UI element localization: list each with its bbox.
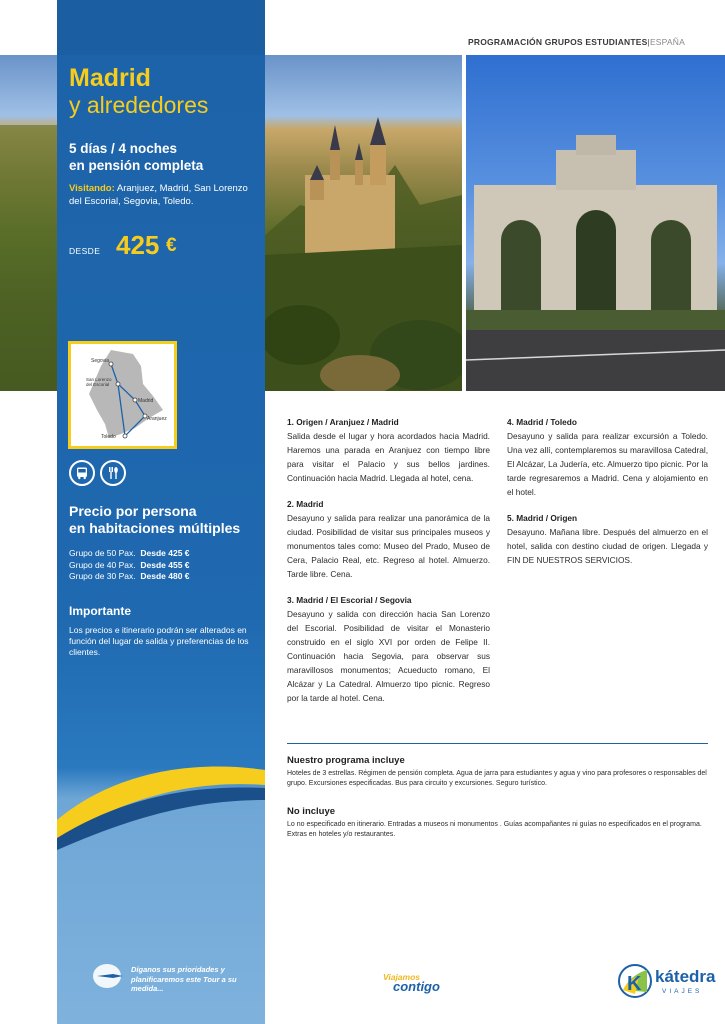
visiting-cities: Aranjuez, Madrid, San Lorenzo del Escorial, Segovia, Toledo.	[69, 183, 248, 207]
map-city-san-lorenzo: San Lorenzo	[86, 377, 112, 382]
group-price: Desde 480 €	[140, 571, 190, 581]
tagline-text: Díganos sus prioridades y planificaremos este Tour a su medida...	[131, 965, 237, 993]
duration-line-2: en pensión completa	[69, 158, 204, 173]
group-price: Desde 455 €	[140, 559, 190, 570]
pricing-title-line-1: Precio por persona	[69, 503, 197, 519]
group-price: Desde 425 €	[140, 548, 190, 558]
brand-logo	[617, 962, 717, 1002]
route-map	[68, 341, 177, 449]
duration-line-1: 5 días / 4 noches	[69, 141, 178, 156]
includes-title: Nuestro programa incluye	[287, 755, 405, 766]
section-divider	[287, 743, 708, 744]
bus-icon	[69, 460, 95, 486]
itinerary-column-2	[507, 415, 708, 579]
slogan	[383, 972, 440, 994]
includes-text: Hoteles de 3 estrellas. Régimen de pensión completa. Agua de jarra para estudiantes y agua y vino para profesores o responsables del grupo. Excursiones especificadas. Bus para circuito y excursiones. Seguro turístico.	[287, 770, 707, 787]
group-size: Grupo de 30 Pax.	[69, 571, 136, 581]
program-label: PROGRAMACIÓN GRUPOS ESTUDIANTES	[467, 37, 648, 47]
visiting-text	[69, 182, 259, 208]
itinerary-day	[287, 593, 490, 705]
bottom-tagline	[93, 962, 258, 995]
day-text: Desayuno y salida para realizar excursión a Toledo. Una vez allí, contemplaremos su maravillosa Catedral, El Alcázar, La Judería, etc. Almuerzo tipo picnic. Por la tarde regresaremos a Madrid. Cena y alojamiento en el hotel.	[507, 431, 708, 497]
price-value: 425	[116, 230, 160, 260]
day-text: Desayuno. Mañana libre. Después del almuerzo en el hotel, salida con destino ciudad de origen. Llegada y FIN DE NUESTROS SERVICIOS.	[507, 527, 708, 565]
pricing-title-line-2: en habitaciones múltiples	[69, 520, 241, 536]
day-title: 2. Madrid	[287, 499, 324, 509]
hand-pointer-icon	[93, 962, 127, 990]
page-header	[468, 37, 685, 47]
day-title: 1. Origen / Aranjuez / Madrid	[287, 417, 399, 427]
pricing-title	[69, 503, 259, 537]
price-from-label: DESDE	[69, 246, 101, 256]
map-canvas	[71, 344, 174, 446]
day-text: Salida desde el lugar y hora acordados hacia Madrid. Haremos una parada en Aranjuez con tiempo libre para visitar el Palacio y sus bellos jardines. Continuación hacia Madrid. Llegada al hotel, cena.	[287, 431, 490, 483]
map-city-aranjuez: Aranjuez	[147, 416, 167, 422]
svg-text:K: K	[627, 973, 642, 995]
tour-subtitle: y alrededores	[69, 92, 209, 118]
tour-title: Madrid	[69, 64, 151, 92]
slogan-bottom: contigo	[393, 979, 440, 994]
map-city-segovia: Segovia	[91, 358, 110, 364]
itinerary-day	[507, 415, 708, 499]
katedra-logo-icon	[617, 962, 653, 1000]
slogan-top: Viajamos	[383, 972, 421, 982]
country-label: ESPAÑA	[649, 37, 685, 47]
header-separator: |	[647, 37, 650, 47]
group-prices	[69, 548, 190, 583]
brand-subtitle: VIAJES	[662, 988, 703, 995]
itinerary-day	[287, 415, 490, 485]
group-price-row	[69, 548, 190, 560]
important-title: Importante	[69, 604, 132, 618]
itinerary-day	[507, 511, 708, 567]
cutlery-icon	[100, 460, 126, 486]
group-price-row	[69, 560, 190, 572]
day-title: 5. Madrid / Origen	[507, 513, 578, 523]
map-city-toledo: Toledo	[101, 434, 116, 440]
day-text: Desayuno y salida con dirección hacia San Lorenzo del Escorial. Posibilidad de visitar el Monasterio construido en el siglo XVI por orden de Felipe II. Continuación hacia Segovia, para observar sus maravillosos monumentos; Acueducto romano, El Alcázar y La Catedral. Almuerzo tipo picnic. Regreso por la tarde al hotel. Cena.	[287, 609, 490, 703]
price-currency: €	[166, 235, 177, 256]
itinerary-column-1	[287, 415, 490, 717]
map-city-escorial: del Escorial	[86, 382, 110, 387]
group-size: Grupo de 50 Pax.	[69, 548, 136, 558]
side-panel-top	[57, 0, 265, 55]
brand-name: kátedra	[655, 967, 716, 986]
group-size: Grupo de 40 Pax.	[69, 559, 136, 570]
decorative-swoosh	[57, 740, 265, 850]
puerta-alcala-photo	[466, 55, 725, 391]
day-title: 4. Madrid / Toledo	[507, 417, 577, 427]
visiting-label: Visitando:	[69, 183, 115, 194]
group-price-row	[69, 571, 190, 583]
day-title: 3. Madrid / El Escorial / Segovia	[287, 595, 412, 605]
map-city-madrid: Madrid	[138, 398, 154, 404]
itinerary-day	[287, 497, 490, 581]
not-included-text: Lo no especificado en itinerario. Entradas a museos ni monumentos . Guías acompañantes ni guías no especificados en el programa. Extras en hoteles y/o restaurantes.	[287, 821, 702, 838]
important-text: Los precios e itinerario podrán ser alterados en función del lugar de salida y preferencias de los clientes.	[69, 625, 249, 657]
tour-duration	[69, 140, 259, 174]
not-included-title: No incluye	[287, 806, 336, 817]
day-text: Desayuno y salida para realizar una panorámica de la ciudad. Posibilidad de visitar sus principales museos y monumentos tales como: Museo del Prado, Museo de Cera, Palacio Real, etc. Regreso al hotel. Almuerzo. Tarde libre. Cena.	[287, 513, 490, 579]
